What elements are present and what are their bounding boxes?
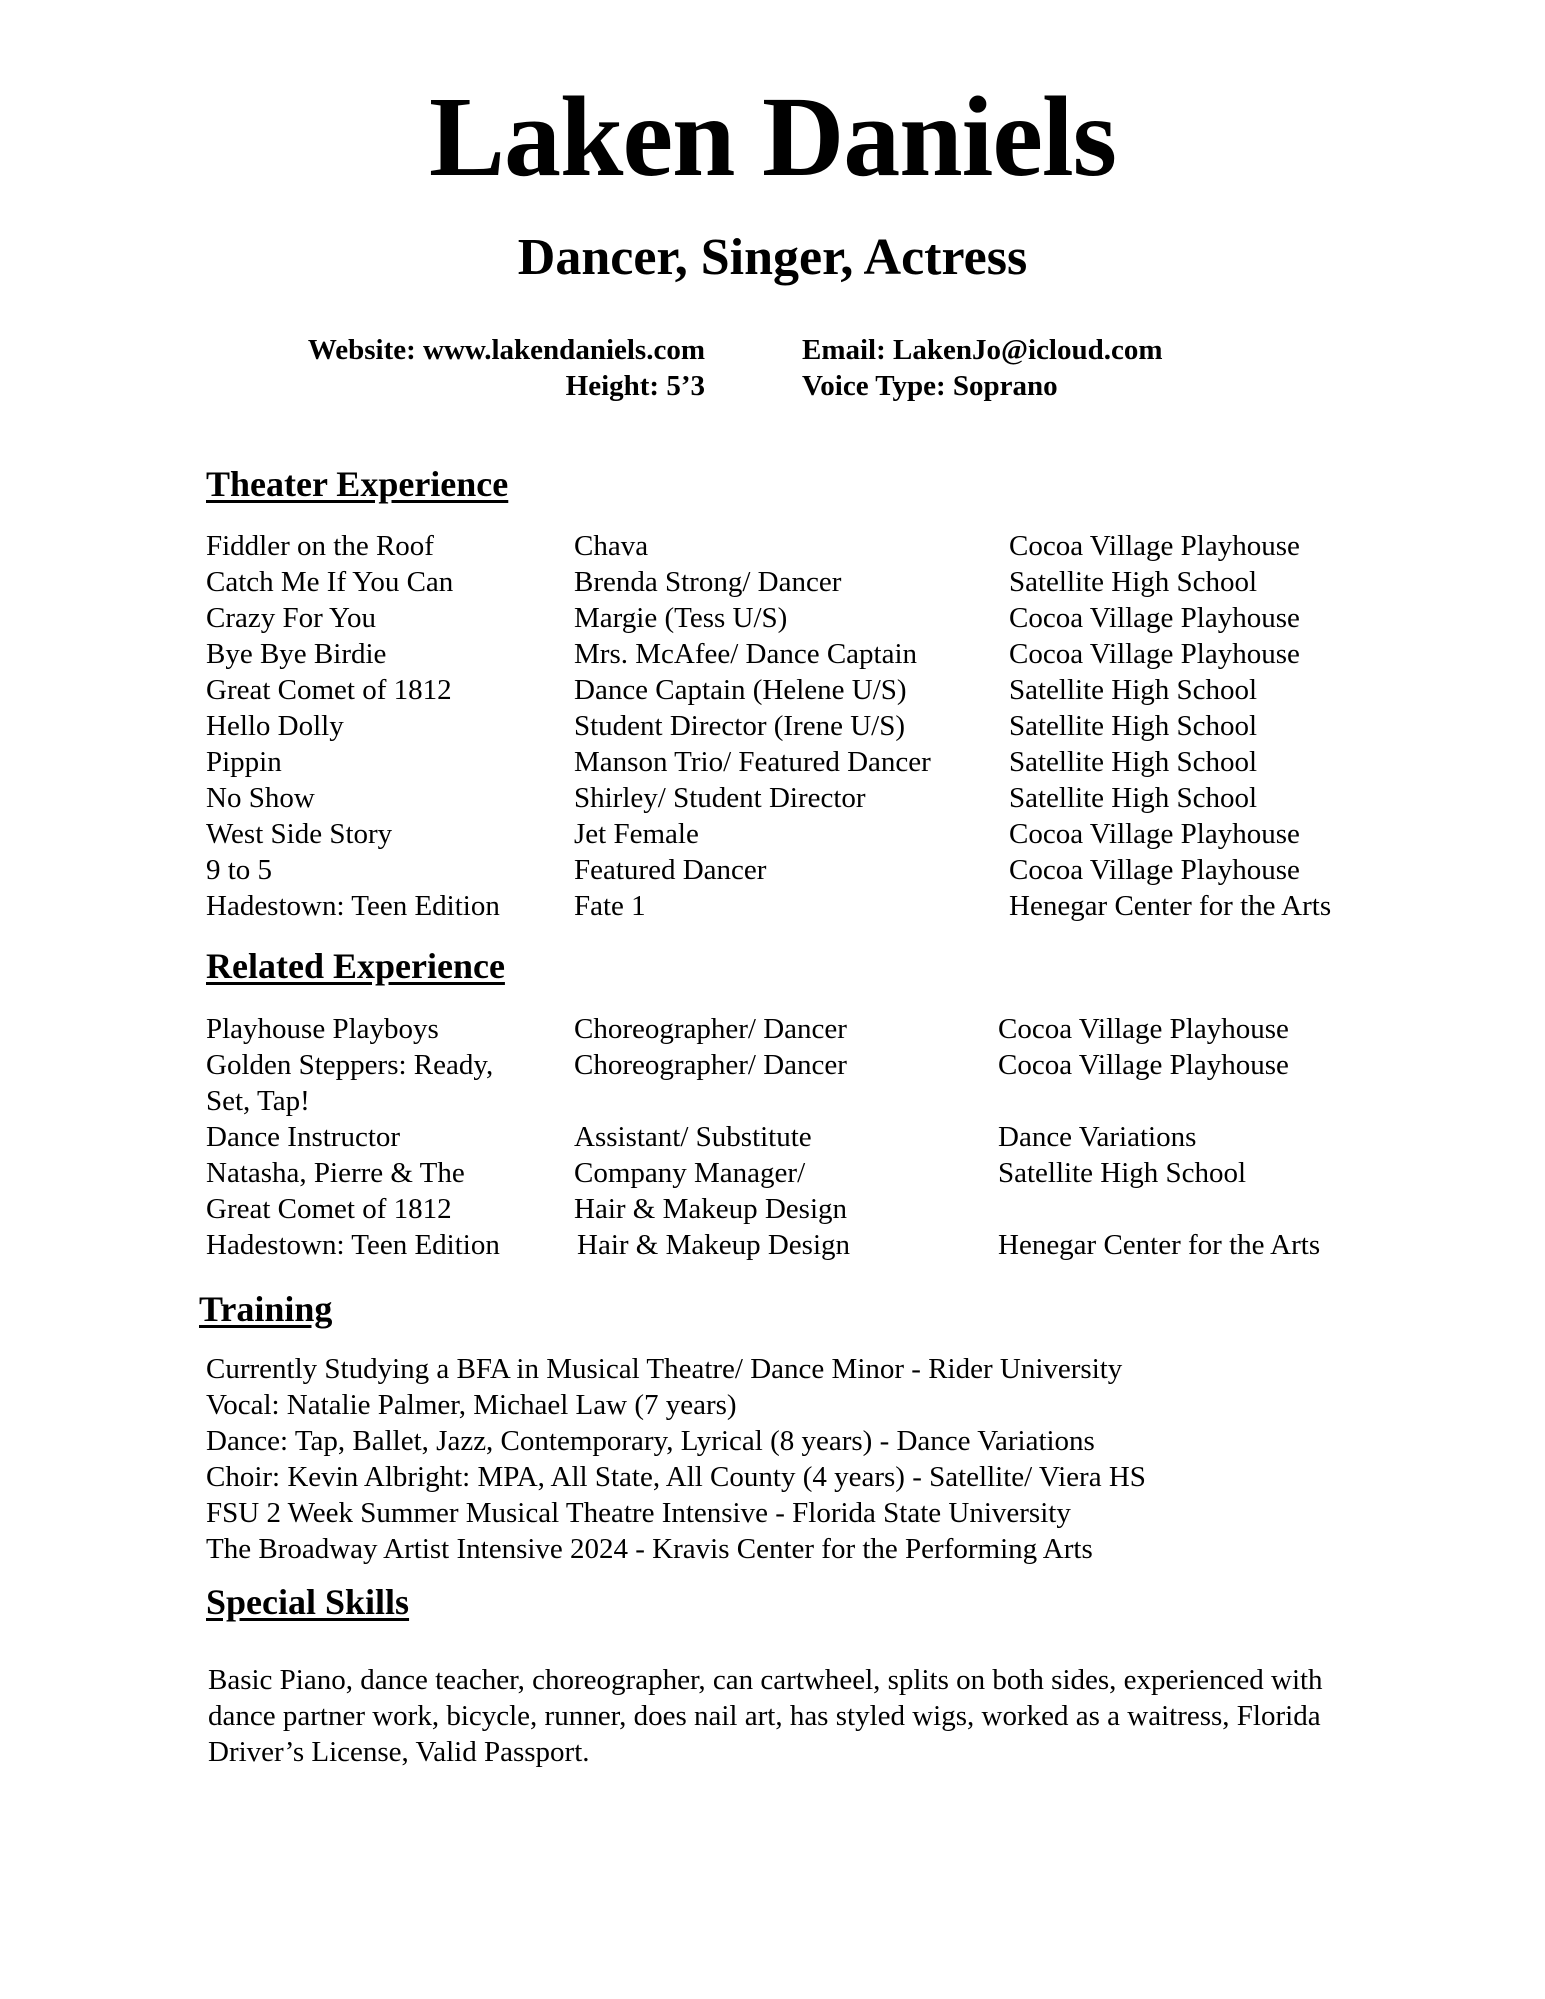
training-heading: Training bbox=[199, 1289, 333, 1329]
special-skills-text: Basic Piano, dance teacher, choreographer, can cartwheel, splits on both sides, experienced with dance partner work, bicycle, runner, does nail art, has styled wigs, worked as a waitress, Florida Driver’s License, Valid Passport. bbox=[208, 1664, 1323, 1768]
experience-title: Playhouse Playboys bbox=[206, 1013, 439, 1045]
venue: Satellite High School bbox=[998, 1157, 1247, 1189]
performer-name: Laken Daniels bbox=[429, 73, 1116, 200]
role-line-1: Company Manager/ bbox=[574, 1157, 806, 1189]
email: Email: LakenJo@icloud.com bbox=[802, 334, 1163, 366]
voice-type: Voice Type: Soprano bbox=[802, 370, 1058, 402]
venue: Cocoa Village Playhouse bbox=[1009, 530, 1300, 562]
role: Assistant/ Substitute bbox=[574, 1121, 812, 1153]
venue: Cocoa Village Playhouse bbox=[998, 1013, 1289, 1045]
role: Manson Trio/ Featured Dancer bbox=[574, 746, 931, 778]
venue: Henegar Center for the Arts bbox=[1009, 890, 1332, 922]
role: Dance Captain (Helene U/S) bbox=[574, 674, 907, 706]
venue: Henegar Center for the Arts bbox=[998, 1229, 1321, 1261]
show-title: Hadestown: Teen Edition bbox=[206, 890, 500, 922]
special-skills-heading: Special Skills bbox=[206, 1582, 410, 1622]
venue: Cocoa Village Playhouse bbox=[1009, 602, 1300, 634]
venue: Satellite High School bbox=[1009, 710, 1258, 742]
experience-title: Natasha, Pierre & The Great Comet of 1812 bbox=[206, 1157, 465, 1225]
experience-title: Hadestown: Teen Edition bbox=[206, 1229, 500, 1261]
contact-right-column bbox=[802, 332, 1163, 404]
show-title: Bye Bye Birdie bbox=[206, 638, 387, 670]
show-title: Catch Me If You Can bbox=[206, 566, 454, 598]
experience-title: Golden Steppers: Ready, Set, Tap! bbox=[206, 1049, 494, 1117]
website: Website: www.lakendaniels.com bbox=[307, 334, 705, 366]
show-title: Crazy For You bbox=[206, 602, 376, 634]
venue: Satellite High School bbox=[1009, 674, 1258, 706]
role: Mrs. McAfee/ Dance Captain bbox=[574, 638, 918, 670]
show-title: Pippin bbox=[206, 746, 282, 778]
height: Height: 5’3 bbox=[565, 370, 705, 402]
list-item: FSU 2 Week Summer Musical Theatre Intensive - Florida State University bbox=[206, 1497, 1071, 1529]
venue: Satellite High School bbox=[1009, 746, 1258, 778]
role: Hair & Makeup Design bbox=[577, 1229, 851, 1261]
performer-subtitle: Dancer, Singer, Actress bbox=[517, 229, 1028, 286]
list-item: Currently Studying a BFA in Musical Theatre/ Dance Minor - Rider University bbox=[206, 1353, 1123, 1385]
venue: Cocoa Village Playhouse bbox=[1009, 854, 1300, 886]
related-experience-heading: Related Experience bbox=[206, 946, 505, 986]
role: Featured Dancer bbox=[574, 854, 767, 886]
venue: Dance Variations bbox=[998, 1121, 1197, 1153]
list-item: The Broadway Artist Intensive 2024 - Kravis Center for the Performing Arts bbox=[206, 1533, 1093, 1565]
show-title: Great Comet of 1812 bbox=[206, 674, 452, 706]
venue: Cocoa Village Playhouse bbox=[1009, 818, 1300, 850]
venue: Satellite High School bbox=[1009, 782, 1258, 814]
role: Margie (Tess U/S) bbox=[574, 602, 788, 634]
role-line-2: Hair & Makeup Design bbox=[574, 1193, 848, 1225]
role: Student Director (Irene U/S) bbox=[574, 710, 905, 742]
venue: Cocoa Village Playhouse bbox=[1009, 638, 1300, 670]
show-title: Fiddler on the Roof bbox=[206, 530, 434, 562]
role: Fate 1 bbox=[574, 890, 646, 922]
experience-title: Dance Instructor bbox=[206, 1121, 401, 1153]
role: Shirley/ Student Director bbox=[574, 782, 866, 814]
role: Jet Female bbox=[574, 818, 699, 850]
list-item: Vocal: Natalie Palmer, Michael Law (7 years) bbox=[206, 1389, 737, 1421]
training-list bbox=[206, 1351, 1146, 1567]
theater-experience-heading: Theater Experience bbox=[206, 464, 509, 504]
list-item: Dance: Tap, Ballet, Jazz, Contemporary, Lyrical (8 years) - Dance Variations bbox=[206, 1425, 1095, 1457]
venue: Satellite High School bbox=[1009, 566, 1258, 598]
role: Brenda Strong/ Dancer bbox=[574, 566, 842, 598]
role: Choreographer/ Dancer bbox=[574, 1013, 847, 1045]
role: Chava bbox=[574, 530, 649, 562]
venue: Cocoa Village Playhouse bbox=[998, 1049, 1289, 1081]
contact-left-column bbox=[308, 332, 705, 404]
list-item: Choir: Kevin Albright: MPA, All State, All County (4 years) - Satellite/ Viera HS bbox=[206, 1461, 1146, 1493]
role: Choreographer/ Dancer bbox=[574, 1049, 847, 1081]
show-title: West Side Story bbox=[206, 818, 393, 850]
show-title: No Show bbox=[206, 782, 315, 814]
show-title: 9 to 5 bbox=[206, 854, 273, 886]
show-title: Hello Dolly bbox=[206, 710, 344, 742]
